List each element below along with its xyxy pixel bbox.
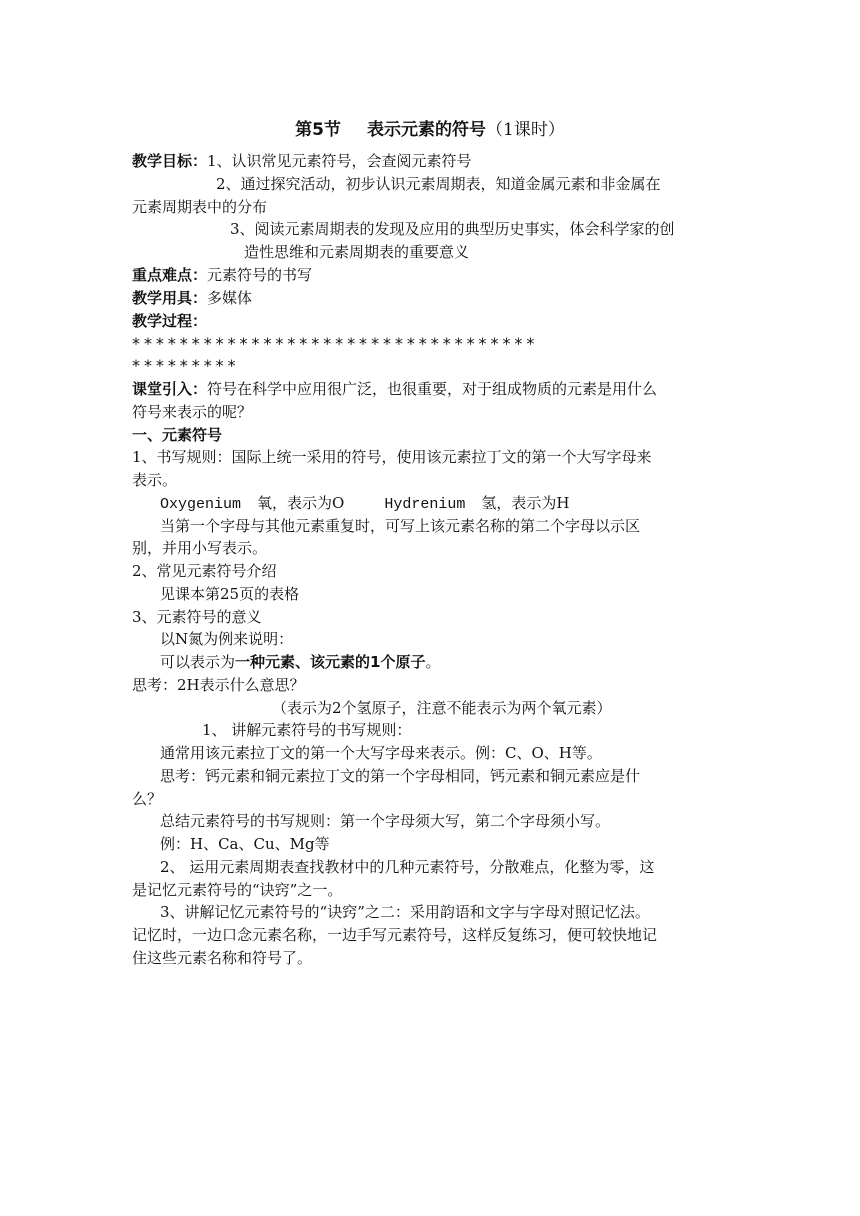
method-step-2b: 是记忆元素符号的“诀窍”之一。 bbox=[132, 881, 343, 899]
symbol-examples: 例：H、Ca、Cu、Mg等 bbox=[160, 835, 330, 853]
page-title bbox=[0, 118, 860, 142]
tools-value: 多媒体 bbox=[207, 289, 253, 307]
objective-2b: 元素周期表中的分布 bbox=[132, 198, 268, 216]
method-step-3c: 住这些元素名称和符号了。 bbox=[132, 949, 313, 967]
objectives-line-1 bbox=[132, 150, 472, 172]
star-divider-2: ********* bbox=[132, 356, 240, 375]
method-step-1: 1、 讲解元素符号的书写规则： bbox=[202, 721, 412, 739]
think-calcium-a: 思考：钙元素和铜元素拉丁文的第一个字母相同，钙元素和铜元素应是什 bbox=[160, 767, 641, 785]
oxygen-example: 氧，表示为O bbox=[257, 494, 345, 512]
duplicate-rule-a: 当第一个字母与其他元素重复时，可写上该元素名称的第二个字母以示区 bbox=[160, 517, 641, 535]
hydrenium-latin: Hydrenium bbox=[384, 496, 466, 513]
method-usual: 通常用该元素拉丁文的第一个大写字母来表示。例：C、O、H等。 bbox=[160, 744, 602, 762]
key-points-label: 重点难点： bbox=[132, 266, 208, 284]
answer-2h: （表示为2个氢原子，注意不能表示为两个氧元素） bbox=[272, 699, 612, 717]
rule-line-b: 表示。 bbox=[132, 471, 178, 489]
rule-summary: 总结元素符号的书写规则：第一个字母须大写，第二个字母须小写。 bbox=[160, 812, 611, 830]
tools-label: 教学用具： bbox=[132, 289, 208, 307]
key-points-line bbox=[132, 264, 312, 286]
method-step-2a: 2、 运用元素周期表查找教材中的几种元素符号，分散难点，化整为零，这 bbox=[160, 858, 655, 876]
tools-line bbox=[132, 287, 252, 309]
intro-text-a: 符号在科学中应用很广泛，也很重要，对于组成物质的元素是用什么 bbox=[207, 380, 658, 398]
key-points-value: 元素符号的书写 bbox=[207, 266, 313, 284]
can-express-line bbox=[160, 651, 440, 673]
objective-1: 1、认识常见元素符号，会查阅元素符号 bbox=[207, 152, 472, 170]
method-step-3a: 3、讲解记忆元素符号的“诀窍”之二：采用韵语和文字与字母对照记忆法。 bbox=[160, 903, 650, 921]
objective-3b: 造性思维和元素周期表的重要意义 bbox=[244, 243, 470, 261]
intro-text-b: 符号来表示的呢？ bbox=[132, 403, 253, 421]
process-label: 教学过程： bbox=[132, 312, 208, 330]
intro-line-1 bbox=[132, 378, 657, 400]
title-name: 表示元素的符号 bbox=[367, 120, 486, 140]
method-step-3b: 记忆时，一边口念元素名称，一边手写元素符号，这样反复练习，便可较快地记 bbox=[132, 926, 658, 944]
section1-heading: 一、元素符号 bbox=[132, 426, 223, 444]
element-examples-line bbox=[160, 492, 569, 516]
duplicate-rule-b: 别，并用小写表示。 bbox=[132, 539, 268, 557]
hydrogen-example: 氢，表示为H bbox=[481, 494, 570, 512]
star-divider-1: ********************************** bbox=[132, 334, 539, 353]
objectives-label: 教学目标： bbox=[132, 152, 208, 170]
think-2h: 思考：2H表示什么意思？ bbox=[132, 676, 305, 694]
see-table-note: 见课本第25页的表格 bbox=[160, 585, 300, 603]
can-express-prefix: 可以表示为 bbox=[160, 653, 236, 671]
intro-label: 课堂引入： bbox=[132, 380, 208, 398]
common-symbols-heading: 2、常见元素符号介绍 bbox=[132, 562, 277, 580]
objective-3a: 3、阅读元素周期表的发现及应用的典型历史事实，体会科学家的创 bbox=[230, 220, 675, 238]
title-period: （1课时） bbox=[486, 120, 565, 140]
oxygenium-latin: Oxygenium bbox=[160, 496, 242, 513]
nitrogen-example: 以N氮为例来说明： bbox=[160, 630, 294, 648]
can-express-bold: 一种元素、该元素的1个原子 bbox=[235, 653, 426, 671]
think-calcium-b: 么？ bbox=[132, 790, 163, 808]
can-express-suffix: 。 bbox=[425, 653, 441, 671]
rule-line-a: 1、书写规则：国际上统一采用的符号，使用该元素拉丁文的第一个大写字母来 bbox=[132, 448, 652, 466]
objective-2a: 2、通过探究活动，初步认识元素周期表，知道金属元素和非金属在 bbox=[216, 175, 661, 193]
symbol-meaning-heading: 3、元素符号的意义 bbox=[132, 608, 262, 626]
title-section: 第5节 bbox=[295, 120, 341, 140]
